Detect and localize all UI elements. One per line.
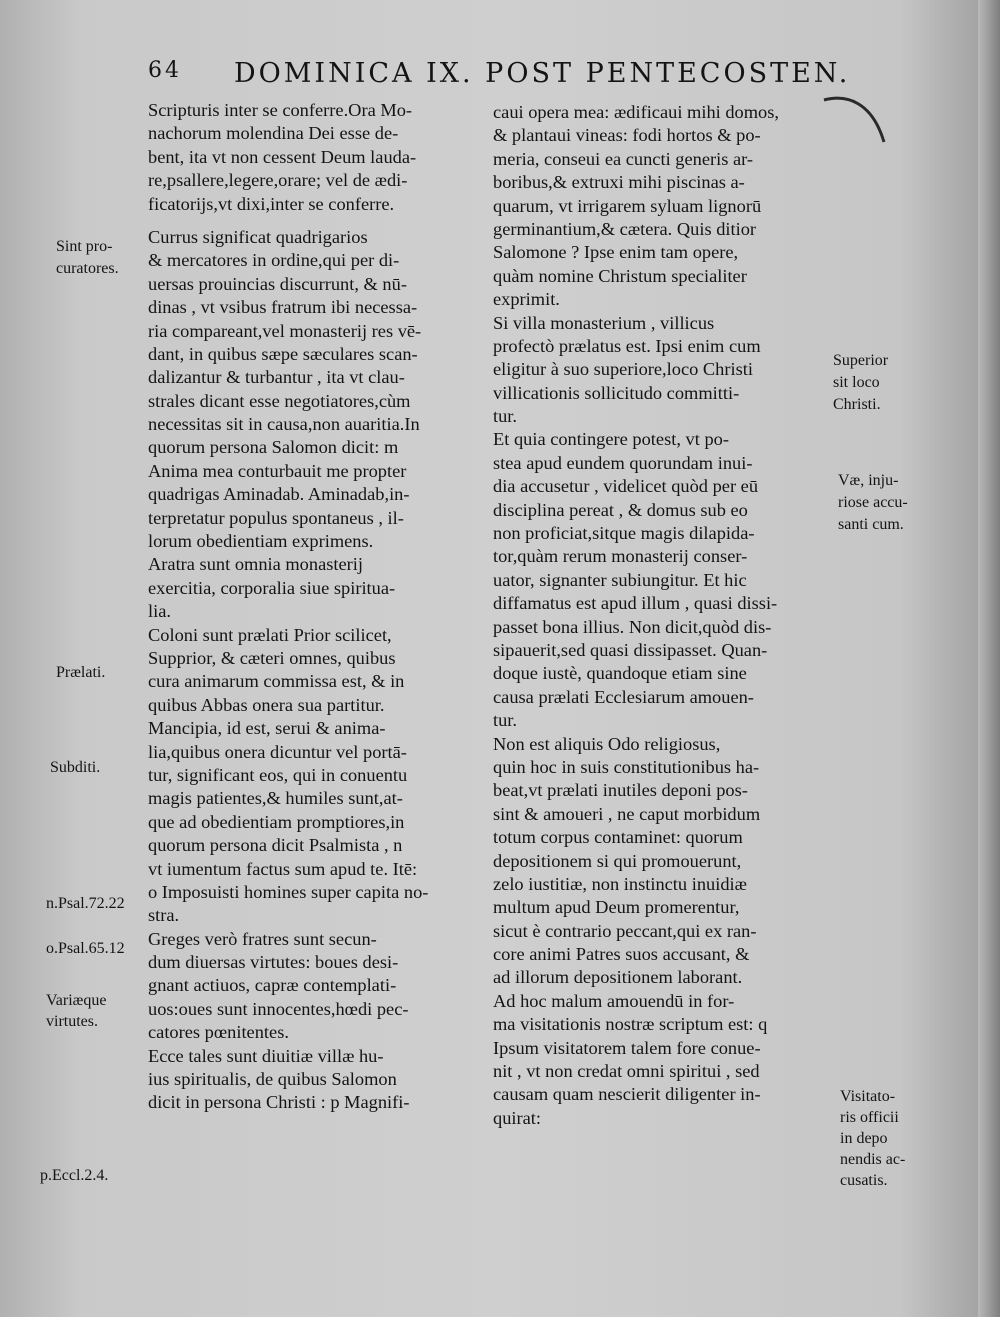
right-column-text-line: disciplina pereat , & domus sub eo	[493, 499, 748, 520]
left-text-column	[148, 99, 488, 1115]
left-column-text-line: o Imposuisti homines super capita no-	[148, 881, 429, 902]
left-column-text-line: Currus significat quadrigarios	[148, 226, 368, 247]
right-column-text-line: villicationis sollicitudo committi-	[493, 382, 740, 403]
right-column-text-line: caui opera mea: ædificaui mihi domos,	[493, 102, 779, 122]
page-number: 64	[148, 58, 182, 83]
right-text-column	[493, 101, 828, 1130]
margin-note-christi: Christi.	[833, 396, 881, 413]
left-column-text-line: que ad obedientiam promptiores,in	[148, 811, 405, 832]
right-column-text-line: passet bona illius. Non dicit,quòd dis-	[493, 616, 772, 637]
left-column-text-line: dalizantur & turbantur , ita vt clau-	[148, 367, 405, 388]
left-column-text-line: uersas prouincias discurrunt, & nū-	[148, 273, 407, 294]
left-column-text-line: dinas , vt vsibus fratrum ibi necessa-	[148, 297, 418, 318]
right-column-text-line: multum apud Deum promerentur,	[493, 897, 740, 918]
right-column-text-line: diffamatus est apud illum , quasi dissi-	[493, 593, 778, 614]
right-column-text-line: uator, signanter subiungitur. Et hic	[493, 569, 747, 590]
left-column-text-line: ius spiritualis, de quibus Salomon	[148, 1069, 397, 1090]
left-column-text-line: vt iumentum factus sum apud te. Itē:	[148, 858, 418, 879]
left-column-text-line: ria compareant,vel monasterij res vē-	[148, 320, 422, 341]
left-column-text-line: catores pœnitentes.	[148, 1022, 289, 1043]
right-column-text-line: Salomone ? Ipse enim tam opere,	[493, 242, 739, 263]
right-column-text-line: ma visitationis nostræ scriptum est: q	[493, 1014, 768, 1035]
left-column-text-line: dant, in quibus sæpe sæculares scan-	[148, 343, 418, 364]
right-column-text-line: nit , vt non credat omni spiritui , sed	[493, 1061, 760, 1082]
right-column-text-line: non proficiat,sitque magis dilapida-	[493, 523, 755, 544]
left-column-text-line: dum diuersas virtutes: boues desi-	[148, 952, 399, 973]
left-column-text-line: Greges verò fratres sunt secun-	[148, 928, 377, 949]
margin-note-santi-cum: santi cum.	[838, 516, 904, 533]
right-column-text-line: totum corpus contaminet: quorum	[493, 827, 743, 848]
margin-note-ecclesiastes: p.Eccl.2.4.	[40, 1167, 109, 1184]
left-column-text-line: Coloni sunt prælati Prior scilicet,	[148, 624, 392, 645]
running-header	[148, 58, 851, 94]
left-column-text-line: lia.	[148, 601, 171, 622]
left-column-text-line: Scripturis inter se conferre.Ora Mo-	[148, 100, 413, 120]
right-column-text-line: germinantium,& cætera. Quis ditior	[493, 218, 757, 239]
margin-note-visitato: Visitato-	[840, 1088, 896, 1105]
margin-note-vae-inju: Væ, inju-	[838, 472, 899, 489]
left-column-text-line: Aratra sunt omnia monasterij	[148, 554, 364, 575]
left-column-text-line: & mercatores in ordine,qui per di-	[148, 250, 400, 271]
right-column-text-line: core animi Patres suos accusant, &	[493, 944, 750, 965]
margin-note-subditi: Subditi.	[50, 759, 101, 776]
right-column-text-line: sipauerit,sed quasi dissipasset. Quan-	[493, 639, 768, 660]
right-column-text-line: sicut è contrario peccant,qui ex ran-	[493, 920, 757, 941]
margin-note-praelati: Prælati.	[56, 664, 106, 681]
printers-flourish-icon	[822, 92, 892, 152]
margin-note-curatores: curatores.	[56, 260, 119, 277]
right-column-text-line: & plantaui vineas: fodi hortos & po-	[493, 125, 761, 146]
left-column-text-line: ficatorijs,vt dixi,inter se conferre.	[148, 193, 395, 214]
right-column-text-line: causa prælati Ecclesiarum amouen-	[493, 686, 754, 707]
left-column-text-line: dicit in persona Christi : p Magnifi-	[148, 1092, 410, 1113]
right-column-text-line: Ipsum visitatorem talem fore conue-	[493, 1037, 761, 1058]
left-column-text-line: quorum persona dicit Psalmista , n	[148, 835, 403, 856]
margin-note-variaeque: Variæque	[46, 992, 107, 1009]
margin-note-sit-loco: sit loco	[833, 374, 880, 391]
right-column-text-line: zelo iustitiæ, non instinctu inuidiæ	[493, 873, 747, 894]
left-column-text-line: nachorum molendina Dei esse de-	[148, 123, 399, 144]
margin-note-sint-pro: Sint pro-	[56, 238, 113, 255]
page-edge-shadow	[978, 0, 1000, 1317]
margin-note-virtutes: virtutes.	[46, 1013, 98, 1030]
left-column-text-line: Mancipia, id est, serui & anima-	[148, 718, 386, 739]
left-column-text-line: tur, significant eos, qui in conuentu	[148, 764, 408, 785]
margin-note-in-depo: in depo	[840, 1130, 888, 1147]
right-column-text-line: ad illorum depositionem laborant.	[493, 967, 743, 988]
left-column-text-line: magis patientes,& humiles sunt,at-	[148, 788, 403, 809]
margin-note-superior: Superior	[833, 352, 889, 369]
margin-note-ris-officii: ris officii	[840, 1109, 899, 1126]
right-column-text-line: Non est aliquis Odo religiosus,	[493, 733, 721, 754]
left-column-text-line: re,psallere,legere,orare; vel de ædi-	[148, 170, 408, 191]
right-column-text-line: tur.	[493, 710, 518, 731]
left-column-text-line: bent, ita vt non cessent Deum lauda-	[148, 146, 417, 167]
left-column-text-line: uos:oues sunt innocentes,hœdi pec-	[148, 998, 409, 1019]
right-column-text-line: Ad hoc malum amouendū in for-	[493, 990, 735, 1011]
left-column-text-line: cura animarum commissa est, & in	[148, 671, 405, 692]
right-column-text-line: profectò prælatus est. Ipsi enim cum	[493, 335, 761, 356]
left-column-text-line: quibus Abbas onera sua partitur.	[148, 694, 385, 715]
left-column-text-line: quadrigas Aminadab. Aminadab,in-	[148, 484, 410, 505]
left-column-text-line: quorum persona Salomon dicit: m	[148, 437, 399, 458]
right-column-text-line: meria, conseui ea cuncti generis ar-	[493, 148, 754, 169]
left-column-text-line: terpretatur populus spontaneus , il-	[148, 507, 404, 528]
right-column-text-line: Si villa monasterium , villicus	[493, 312, 715, 333]
left-column-paragraph-gap	[148, 216, 488, 226]
right-column-text-line: doque iustè, quandoque etiam sine	[493, 663, 747, 684]
right-column-text-line: tor,quàm rerum monasterij conser-	[493, 546, 748, 567]
right-column-text-line: boribus,& extruxi mihi piscinas a-	[493, 172, 745, 193]
margin-note-cusatis: cusatis.	[840, 1172, 888, 1189]
margin-note-nendis-ac: nendis ac-	[840, 1151, 906, 1168]
right-column-text-line: Et quia contingere potest, vt po-	[493, 429, 729, 450]
right-column-text-line: quarum, vt irrigarem syluam lignorū	[493, 195, 762, 216]
right-column-text-line: exprimit.	[493, 289, 560, 310]
right-column-text-line: stea apud eundem quorundam inui-	[493, 452, 753, 473]
right-column-text-line: causam quam nescierit diligenter in-	[493, 1084, 761, 1105]
left-column-text-line: lia,quibus onera dicuntur vel portā-	[148, 741, 407, 762]
left-column-text-line: necessitas sit in causa,non auaritia.In	[148, 414, 420, 435]
left-column-text-line: strales dicant esse negotiatores,cùm	[148, 390, 411, 411]
left-column-text-line: Supprior, & cæteri omnes, quibus	[148, 647, 396, 668]
right-column-text-line: depositionem si qui promouerunt,	[493, 850, 742, 871]
left-column-text-line: lorum obedientiam exprimens.	[148, 531, 374, 552]
right-column-text-line: beat,vt prælati inutiles deponi pos-	[493, 780, 748, 801]
left-column-text-line: Ecce tales sunt diuitiæ villæ hu-	[148, 1045, 384, 1066]
left-column-text-line: Anima mea conturbauit me propter	[148, 460, 407, 481]
right-column-text-line: quirat:	[493, 1107, 542, 1128]
right-column-text-line: dia accusetur , videlicet quòd per eū	[493, 476, 759, 497]
margin-note-psalm-72: n.Psal.72.22	[46, 895, 125, 912]
left-column-text-line: gnant actiuos, capræ contemplati-	[148, 975, 397, 996]
right-column-text-line: sint & amoueri , ne caput morbidum	[493, 803, 761, 824]
margin-note-riose-accu: riose accu-	[838, 494, 908, 511]
left-column-text-line: stra.	[148, 905, 180, 926]
right-column-text-line: quàm nomine Christum specialiter	[493, 265, 747, 286]
right-column-text-line: eligitur à suo superiore,loco Christi	[493, 359, 753, 380]
margin-note-psalm-65: o.Psal.65.12	[46, 940, 125, 957]
running-title: DOMINICA IX. POST PENTECOSTEN.	[234, 58, 851, 89]
right-column-text-line: quin hoc in suis constitutionibus ha-	[493, 756, 760, 777]
left-column-text-line: exercitia, corporalia siue spiritua-	[148, 577, 396, 598]
right-column-text-line: tur.	[493, 406, 518, 427]
